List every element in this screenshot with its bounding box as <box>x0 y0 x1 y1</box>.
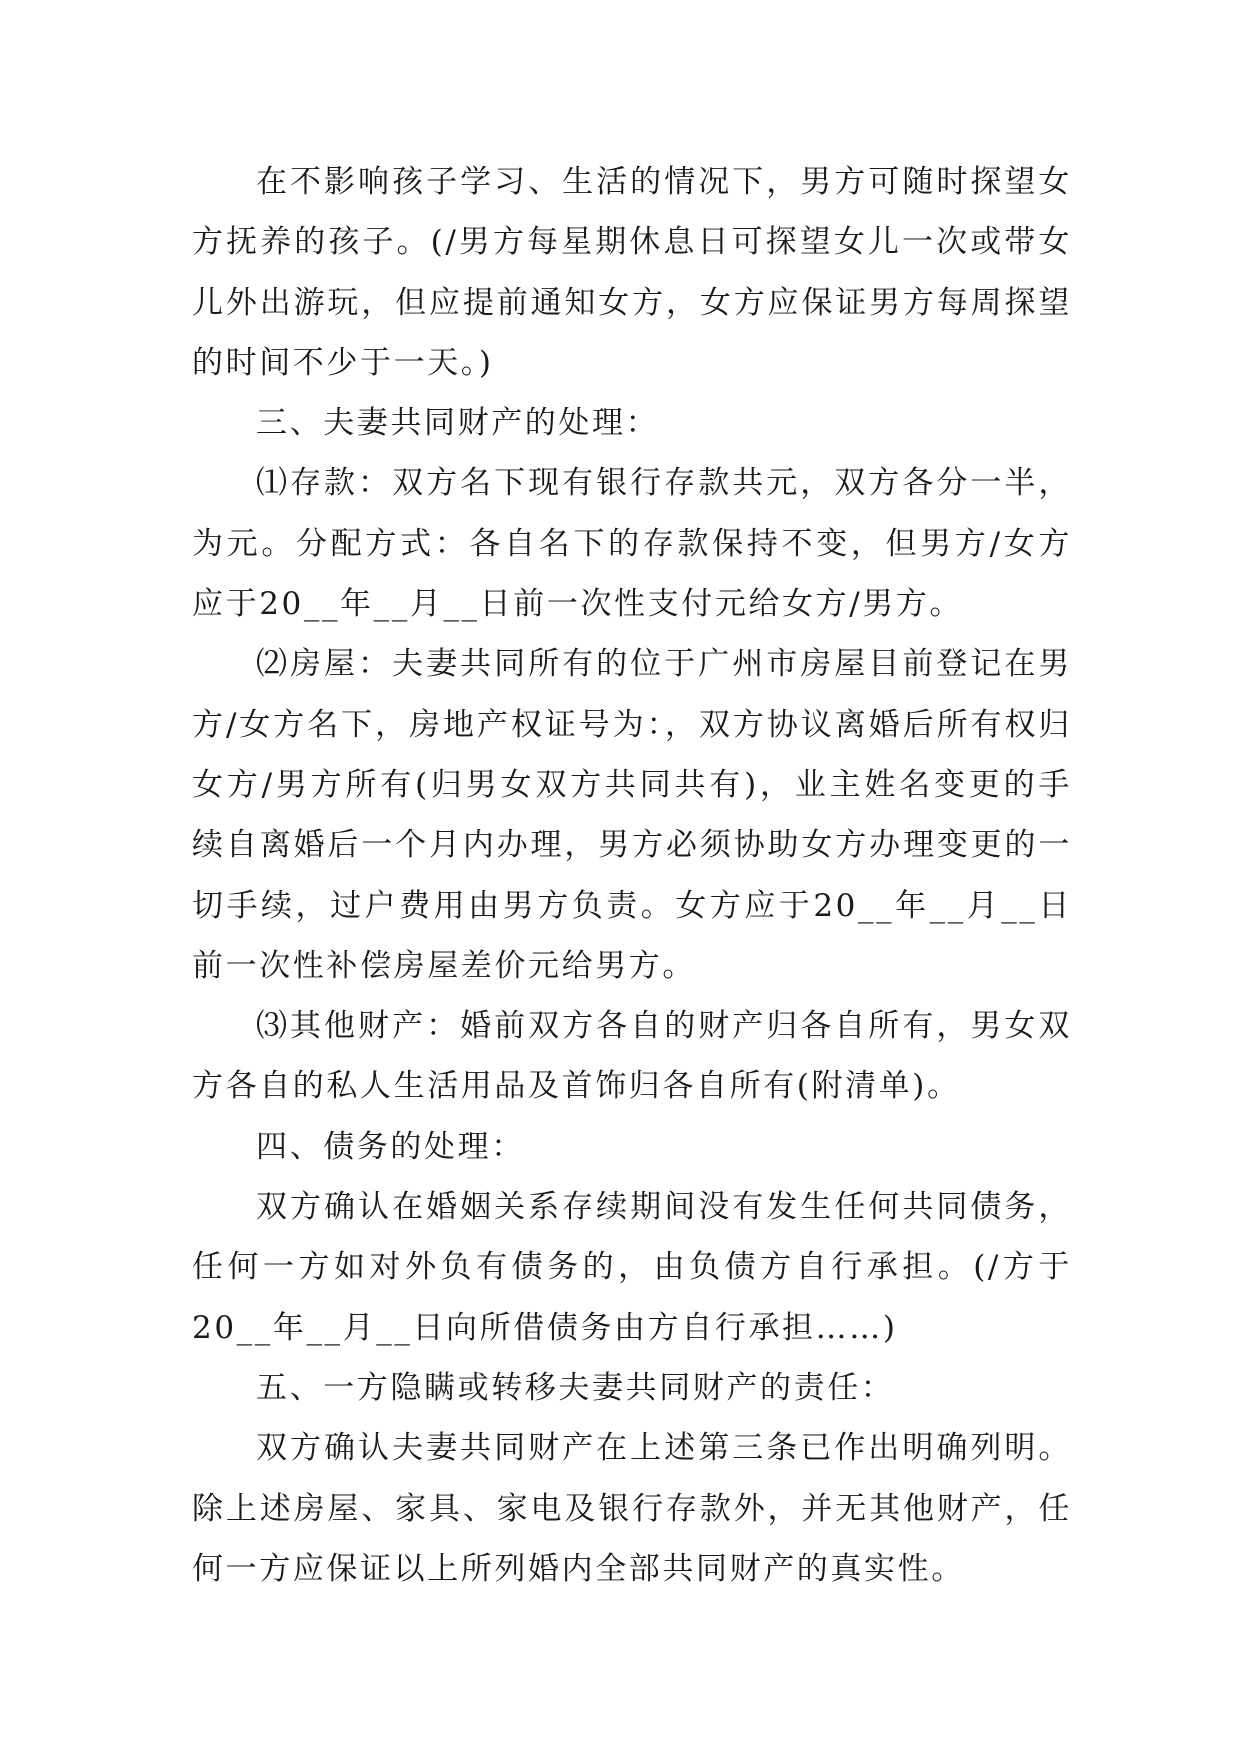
document-body <box>192 152 1072 1599</box>
paragraph-debts: 双方确认在婚姻关系存续期间没有发生任何共同债务，任何一方如对外负有债务的，由负债方自行承担。(/方于20__年__月__日向所借债务由方自行承担……) <box>192 1189 1072 1346</box>
paragraph-concealment: 双方确认夫妻共同财产在上述第三条已作出明确列明。除上述房屋、家具、家电及银行存款外，并无其他财产，任何一方应保证以上所列婚内全部共同财产的真实性。 <box>192 1430 1072 1587</box>
heading-joint-property: 三、夫妻共同财产的处理： <box>256 405 660 442</box>
paragraph-deposits: ⑴存款：双方名下现有银行存款共元，双方各分一半，为元。分配方式：各自名下的存款保持不变，但男方/女方应于20__年__月__日前一次性支付元给女方/男方。 <box>192 465 1072 623</box>
paragraph-other-property: ⑶其他财产：婚前双方各自的财产归各自所有，男女双方各自的私人生活用品及首饰归各自所有(附清单)。 <box>192 1008 1072 1105</box>
heading-concealment: 五、一方隐瞒或转移夫妻共同财产的责任： <box>256 1369 895 1406</box>
paragraph-visitation: 在不影响孩子学习、生活的情况下，男方可随时探望女方抚养的孩子。(/男方每星期休息日可探望女儿一次或带女儿外出游玩，但应提前通知女方，女方应保证男方每周探望的时间不少于一天。) <box>192 164 1072 381</box>
paragraph-house: ⑵房屋：夫妻共同所有的位于广州市房屋目前登记在男方/女方名下，房地产权证号为：，双方协议离婚后所有权归女方/男方所有(归男女双方共同共有)，业主姓名变更的手续自离婚后一个月内办理，男方必须协助女方办理变更的一切手续，过户费用由男方负责。女方应于20__年__月__日前一次性补偿房屋差价元给男方。 <box>192 646 1072 984</box>
heading-debts: 四、债务的处理： <box>256 1128 525 1165</box>
